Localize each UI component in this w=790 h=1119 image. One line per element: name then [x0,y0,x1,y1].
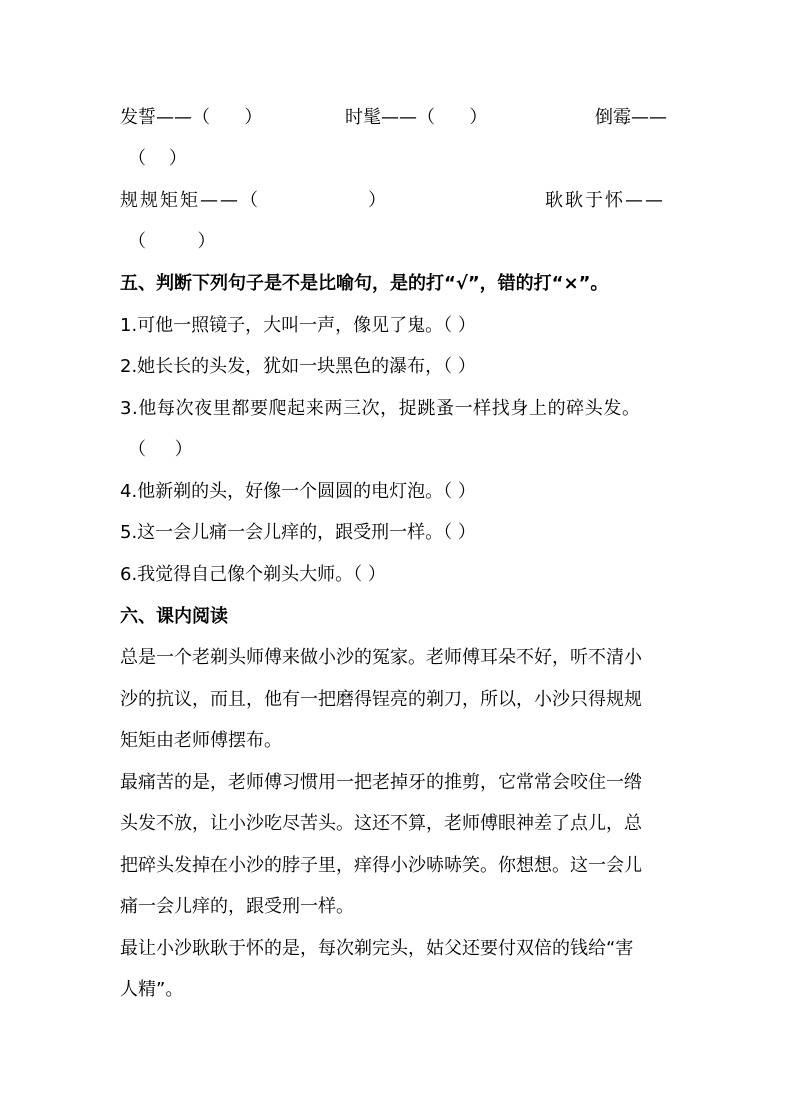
vocab-item-shimao: 时髦——（ ） [345,107,488,128]
vocab-item-guiguijuju: 规规矩矩——（ ） [120,190,389,211]
reading-line: 最痛苦的是，老师傅习惯用一把老掉牙的推剪，它常常会咬住一绺 [120,772,642,793]
judge-item-1: 1.可他一照镜子，大叫一声，像见了鬼。（ ） [120,315,476,336]
reading-line: 矩矩由老师傅摆布。 [120,730,282,751]
judge-item-3: 3.他每次夜里都要爬起来两三次，捉跳蚤一样找身上的碎头发。 [120,398,641,419]
reading-line: 痛一会儿痒的，跟受刑一样。 [120,896,354,917]
vocab-item-daomei-blank: （ ） [128,148,187,169]
judge-item-2: 2.她长长的头发，犹如一块黑色的瀑布，（ ） [120,356,476,377]
vocab-item-genggengyuhuai: 耿耿于怀—— [545,190,665,211]
section-6-heading: 六、课内阅读 [120,606,228,627]
reading-line: 头发不放，让小沙吃尽苦头。这还不算，老师傅眼神差了点儿，总 [120,813,642,834]
section-5-heading: 五、判断下列句子是不是比喻句，是的打“√”，错的打“×”。 [120,273,609,294]
reading-line: 最让小沙耿耿于怀的是，每次剃完头，姑父还要付双倍的钱给“害 [120,938,634,959]
vocab-item-faishi: 发誓——（ ） [120,107,263,128]
judge-item-5: 5.这一会儿痛一会儿痒的，跟受刑一样。（ ） [120,522,476,543]
reading-line: 把碎头发掉在小沙的脖子里，痒得小沙哧哧笑。你想想。这一会儿 [120,855,642,876]
judge-item-3-blank: （ ） [128,439,193,460]
judge-item-6: 6.我觉得自己像个剃头大师。（ ） [120,564,386,585]
vocab-item-daomei: 倒霉—— [595,107,667,128]
vocab-item-genggeng-blank: （ ） [128,231,216,252]
reading-line: 总是一个老剃头师傅来做小沙的冤家。老师傅耳朵不好，听不清小 [120,647,642,668]
reading-line: 人精”。 [120,979,184,1000]
judge-item-4: 4.他新剃的头，好像一个圆圆的电灯泡。（ ） [120,481,476,502]
reading-line: 沙的抗议，而且，他有一把磨得锃亮的剃刀，所以，小沙只得规规 [120,689,642,710]
